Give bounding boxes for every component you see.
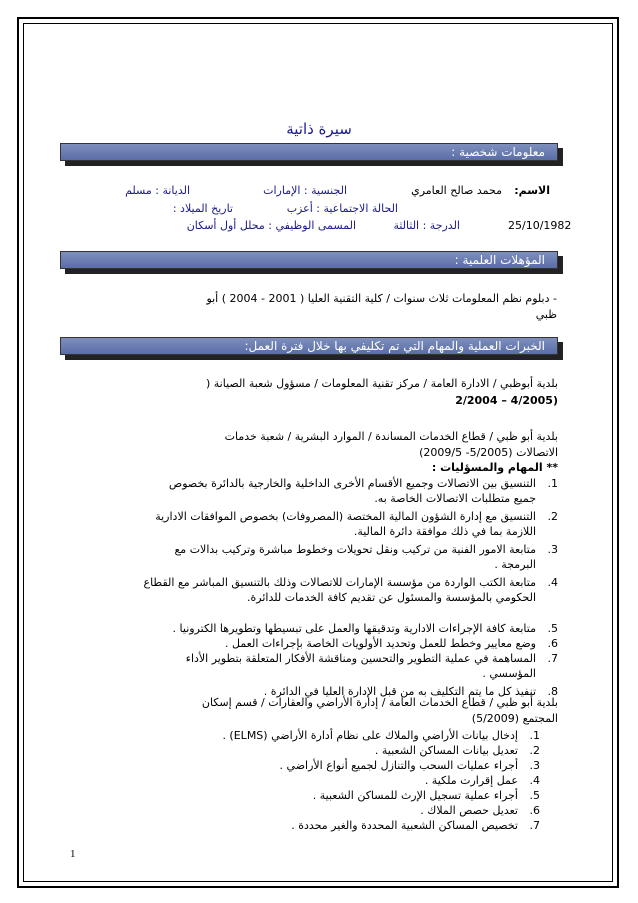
name-label: الاسم:: [514, 184, 550, 197]
item-text: جميع متطلبات الاتصالات الخاصة به.: [374, 492, 536, 505]
list-item: [100, 788, 540, 803]
section-bar-experience: [60, 337, 558, 355]
exp3-task-list: [100, 728, 540, 833]
exp2-task-list: [88, 476, 558, 699]
item-number: 2.: [547, 510, 558, 523]
exp1-line-1: بلدية أبوظبي / الادارة العامة / مركز تقنية المعلومات / مسؤول شعبة الصيانة (: [206, 377, 558, 390]
list-item: [100, 818, 540, 833]
list-item: [88, 509, 558, 539]
list-item: [88, 575, 558, 605]
list-item: [100, 803, 540, 818]
section-bar-qualifications: [60, 251, 558, 269]
item-text: التنسيق مع إدارة الشؤون المالية المختصة (المصروفات) بخصوص الموافقات الادارية: [155, 510, 536, 523]
item-text: إدخال بيانات الأراضي والملاك على نظام أدارة الأراضي (ELMS) .: [222, 729, 518, 742]
item-text: البرمجة .: [494, 558, 536, 571]
birth-date-value: 25/10/1982: [508, 219, 572, 232]
list-item: [100, 758, 540, 773]
item-text: متابعة كافة الإجراءات الادارية وتدقيقها والعمل على تبسيطها وتطويرها الكترونيا .: [172, 622, 536, 635]
item-text: تخصيص المساكن الشعبية المحددة والغير محددة .: [291, 819, 518, 832]
list-item: [100, 743, 540, 758]
tasks-heading: ** المهام والمسؤليات :: [431, 461, 558, 474]
grade: الدرجة : الثالثة: [393, 219, 460, 232]
religion: الديانة : مسلم: [125, 184, 190, 197]
item-text: متابعة الكتب الواردة من مؤسسة الإمارات للاتصالات وذلك بالتنسيق المباشر مع القطاع: [143, 576, 536, 589]
list-item: [88, 476, 558, 506]
list-item: [88, 651, 558, 681]
item-text: عمل إقرارت ملكية .: [424, 774, 518, 787]
section-title-qualifications: المؤهلات العلمية :: [454, 253, 545, 267]
item-text: متابعة الامور الفنية من تركيب ونقل تحويلات وخطوط مباشرة وتركيب بدالات مع: [174, 543, 536, 556]
item-text: الحكومي بالمؤسسة والمسئول عن تقديم كافة الخدمات للدائرة.: [247, 591, 536, 604]
item-text: المؤسسي .: [482, 667, 536, 680]
item-number: 7.: [529, 819, 540, 832]
qualification-line-2: ظبي: [535, 308, 557, 321]
section-bar-personal: [60, 143, 558, 161]
item-text: اللازمة بما في ذلك موافقة دائرة المالية.: [353, 525, 536, 538]
item-number: 6.: [529, 804, 540, 817]
item-number: 5.: [529, 789, 540, 802]
exp3-line-2: المجتمع (5/2009): [471, 712, 558, 725]
item-text: المساهمة في عملية التطوير والتحسين ومناقشة الأفكار المتعلقة بتطوير الأداء: [185, 652, 536, 665]
item-number: 3.: [529, 759, 540, 772]
item-text: تعديل حصص الملاك .: [420, 804, 518, 817]
section-title-experience: الخبرات العملية والمهام التي تم تكليفي بها خلال فترة العمل:: [244, 339, 545, 353]
section-title-personal: معلومات شخصية :: [451, 145, 545, 159]
item-text: التنسيق بين الاتصالات وجميع الأقسام الأخرى الداخلية والخارجية بالدائرة بخصوص: [168, 477, 536, 490]
page-number: 1: [70, 848, 76, 860]
job-title: المسمى الوظيفي : محلل أول أسكان: [186, 219, 356, 232]
item-number: 3.: [547, 543, 558, 556]
item-number: 1.: [547, 477, 558, 490]
qualification-line-1: - دبلوم نظم المعلومات ثلاث سنوات / كلية التقنية العليا ( 2001 - 2004 ) أبو: [206, 292, 557, 305]
exp2-line-2: الاتصالات (5/2005- 2009/5): [419, 446, 558, 459]
item-text: وضع معايير وخطط للعمل وتحديد الأولويات الخاصة بإجراءات العمل .: [225, 637, 536, 650]
item-number: 4.: [529, 774, 540, 787]
item-number: 7.: [547, 652, 558, 665]
name-value: محمد صالح العامري: [411, 184, 502, 197]
marital-status: الحالة الاجتماعية : أعزب: [286, 202, 398, 215]
item-text: تنفيذ كل ما يتم التكليف به من قبل الإدارة العليا في الدائرة .: [263, 685, 536, 698]
item-text: تعديل بيانات المساكن الشعبية .: [374, 744, 518, 757]
item-text: أجراء عملية تسجيل الإرث للمساكن الشعبية .: [312, 789, 518, 802]
list-item: [88, 636, 558, 651]
item-number: 1.: [529, 729, 540, 742]
item-number: 6.: [547, 637, 558, 650]
exp2-line-1: بلدية أبو ظبي / قطاع الخدمات المساندة / الموارد البشرية / شعبة خدمات: [224, 430, 558, 443]
exp1-line-2: (4/2005 – 2/2004: [455, 394, 558, 407]
nationality: الجنسية : الإمارات: [263, 184, 347, 197]
item-text: أجراء عمليات السحب والتنازل لجميع أنواع الأراضي .: [279, 759, 518, 772]
item-number: 4.: [547, 576, 558, 589]
list-item: [88, 621, 558, 636]
birth-date-label: تاريخ الميلاد :: [172, 202, 233, 215]
page-title: سيرة ذاتية: [286, 120, 352, 138]
item-number: 2.: [529, 744, 540, 757]
list-item: [100, 728, 540, 743]
exp3-line-1: بلدية أبو ظبي / قطاع الخدمات العامة / إدارة الأراضي والعقارات / قسم إسكان: [201, 696, 558, 709]
item-number: 5.: [547, 622, 558, 635]
list-item: [88, 542, 558, 572]
list-item: [100, 773, 540, 788]
item-number: 8.: [547, 685, 558, 698]
